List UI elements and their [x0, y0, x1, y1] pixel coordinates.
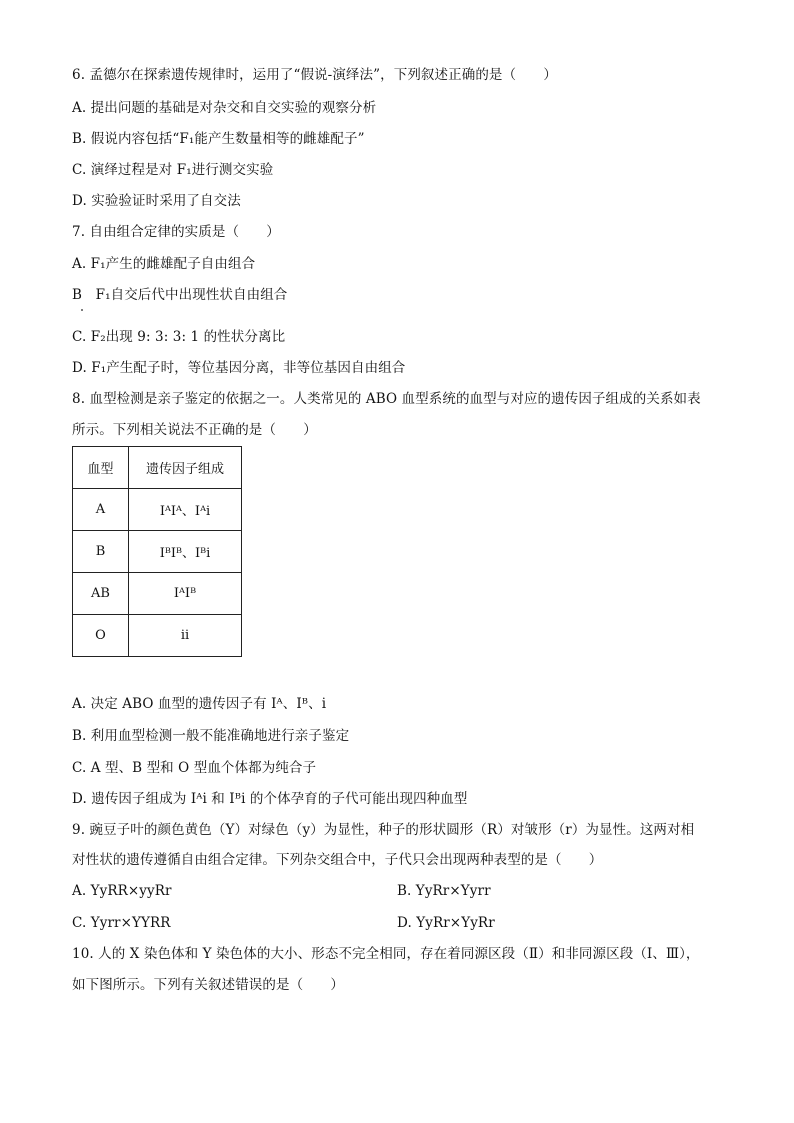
q8-option-d: D. 遗传因子组成为 Iᴬi 和 Iᴮi 的个体孕育的子代可能出现四种血型: [72, 791, 468, 807]
q7-option-a: A. F₁产生的雌雄配子自由组合: [72, 256, 256, 272]
table-header-cell: 血型: [73, 447, 129, 489]
q9-option-a: A. YyRR×yyRr: [72, 883, 172, 899]
q9-option-b: B. YyRr×Yyrr: [397, 883, 491, 899]
q7-option-d: D. F₁产生配子时，等位基因分离，非等位基因自由组合: [72, 360, 406, 376]
q10-stem-line1: 10. 人的 X 染色体和 Y 染色体的大小、形态不完全相同，存在着同源区段（Ⅱ）和非同源区段（Ⅰ、Ⅲ），: [72, 946, 700, 962]
table-cell: IᴮIᴮ、Iᴮi: [129, 531, 242, 573]
table-row: [73, 615, 242, 657]
q9-option-d: D. YyRr×YyRr: [397, 915, 495, 931]
q7-option-b: B F₁自交后代中出现性状自由组合: [72, 287, 288, 303]
q9-option-c: C. Yyrr×YYRR: [72, 915, 171, 931]
table-cell: IᴬIᴮ: [129, 573, 242, 615]
table-cell: B: [73, 531, 129, 573]
table-row: [73, 489, 242, 531]
q6-option-c: C. 演绎过程是对 F₁进行测交实验: [72, 162, 274, 178]
q9-stem-line1: 9. 豌豆子叶的颜色黄色（Y）对绿色（y）为显性，种子的形状圆形（R）对皱形（r）为显性。这两对相: [72, 822, 695, 838]
q7-option-c: C. F₂出现 9: 3: 3: 1 的性状分离比: [72, 329, 286, 345]
table-cell: ii: [129, 615, 242, 657]
table-cell: A: [73, 489, 129, 531]
table-cell: AB: [73, 573, 129, 615]
table-cell: IᴬIᴬ、Iᴬi: [129, 489, 242, 531]
q10-stem-line2: 如下图所示。下列有关叙述错误的是（ ）: [72, 977, 344, 993]
q8-stem-line1: 8. 血型检测是亲子鉴定的依据之一。人类常见的 ABO 血型系统的血型与对应的遗传因子组成的关系如表: [72, 391, 701, 407]
table-row: [73, 573, 242, 615]
q7-stem: 7. 自由组合定律的实质是（ ）: [72, 224, 280, 240]
q6-stem: 6. 孟德尔在探索遗传规律时，运用了“假说-演绎法”，下列叙述正确的是（ ）: [72, 67, 557, 83]
q6-option-d: D. 实验验证时采用了自交法: [72, 193, 241, 209]
q8-option-b: B. 利用血型检测一般不能准确地进行亲子鉴定: [72, 728, 350, 744]
q6-option-b: B. 假说内容包括“F₁能产生数量相等的雌雄配子”: [72, 131, 365, 147]
q8-stem-line2: 所示。下列相关说法不正确的是（ ）: [72, 422, 317, 438]
stray-dot: [81, 309, 83, 311]
table-header-cell: 遗传因子组成: [129, 447, 242, 489]
blood-type-table: [72, 446, 242, 657]
q8-option-c: C. A 型、B 型和 O 型血个体都为纯合子: [72, 760, 317, 776]
table-row: [73, 531, 242, 573]
table-header-row: [73, 447, 242, 489]
q6-option-a: A. 提出问题的基础是对杂交和自交实验的观察分析: [72, 100, 377, 116]
q8-option-a: A. 决定 ABO 血型的遗传因子有 Iᴬ、Iᴮ、i: [72, 696, 327, 712]
table-cell: O: [73, 615, 129, 657]
q9-stem-line2: 对性状的遗传遵循自由组合定律。下列杂交组合中，子代只会出现两种表型的是（ ）: [72, 852, 603, 868]
